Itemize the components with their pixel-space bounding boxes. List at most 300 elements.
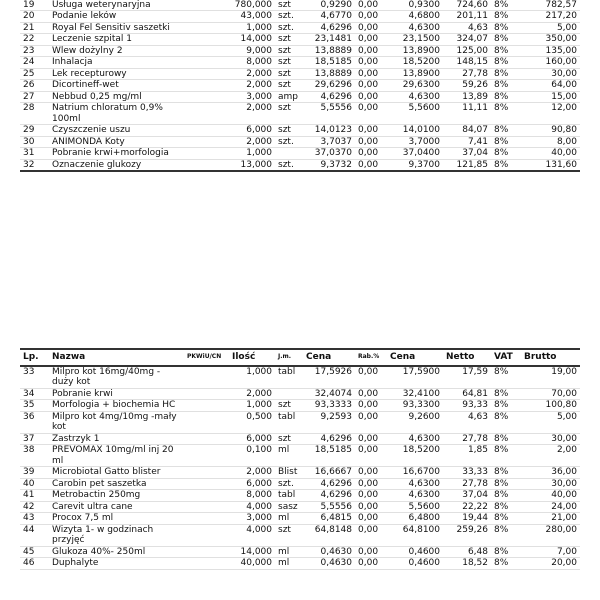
table-row (20, 411, 580, 433)
cell-cena2: 17,5900 (402, 366, 440, 377)
cell-lp: 32 (23, 159, 35, 170)
cell-ilosc: 40,000 (240, 558, 272, 568)
cell-netto: 59,26 (462, 80, 488, 90)
cell-lp: 35 (23, 400, 35, 410)
cell-brutto: 40,00 (551, 148, 577, 158)
cell-pkwiu (184, 136, 229, 148)
cell-jm: amp (278, 91, 298, 102)
cell-netto: 4,63 (467, 411, 488, 422)
table-row (20, 159, 580, 171)
cell-rab: 0,00 (358, 366, 379, 377)
cell-jm: ml (278, 546, 290, 557)
cell-cena: 0,4630 (320, 546, 352, 557)
cell-netto: 121,85 (456, 159, 488, 170)
cell-pkwiu (184, 490, 229, 502)
cell-jm: szt (278, 125, 291, 135)
cell-nazwa: Morfologia + biochemia HC (52, 400, 176, 410)
cell-netto: 18,52 (462, 558, 488, 568)
cell-lp: 43 (23, 513, 35, 523)
cell-cena: 93,3333 (314, 400, 352, 410)
cell-ilosc: 8,000 (246, 490, 272, 500)
table-row (20, 558, 580, 570)
table-row (20, 91, 580, 103)
cell-brutto: 350,00 (545, 34, 577, 44)
cell-nazwa: Wizyta 1- w godzinach przyjęć (52, 524, 154, 545)
cell-nazwa: Inhalacja (52, 57, 93, 67)
table-row (20, 524, 580, 546)
cell-cena2: 6,4800 (408, 513, 440, 523)
cell-cena: 16,6667 (314, 467, 352, 477)
cell-rab: 0,00 (358, 411, 379, 422)
cell-vat: 8% (494, 125, 509, 135)
cell-vat: 8% (494, 478, 509, 489)
cell-lp: 38 (23, 445, 35, 455)
cell-brutto: 782,57 (545, 0, 577, 10)
cell-lp: 29 (23, 125, 35, 135)
cell-cena2: 9,3700 (408, 159, 440, 170)
cell-jm: szt. (278, 22, 294, 33)
cell-brutto: 15,00 (551, 91, 577, 102)
cell-vat: 8% (494, 513, 509, 523)
cell-jm: ml (278, 558, 290, 568)
cell-nazwa: Pobranie krwi (52, 388, 113, 399)
cell-brutto: 30,00 (551, 433, 577, 444)
cell-ilosc: 2,000 (246, 467, 272, 477)
cell-ilosc: 2,000 (246, 80, 272, 90)
cell-vat: 8% (494, 501, 509, 512)
cell-vat: 8% (494, 11, 509, 21)
cell-vat: 8% (494, 366, 509, 377)
cell-ilosc: 43,000 (240, 11, 272, 21)
cell-ilosc: 14,000 (240, 546, 272, 557)
table-row (20, 22, 580, 34)
table-row (20, 513, 580, 525)
cell-pkwiu (184, 558, 229, 570)
cell-cena2: 5,5600 (408, 501, 440, 512)
cell-lp: 19 (23, 0, 35, 10)
header-nazwa: Nazwa (52, 352, 86, 362)
cell-vat: 8% (494, 490, 509, 500)
cell-nazwa: Natrium chloratum 0,9% 100ml (52, 103, 163, 124)
cell-cena: 9,2593 (320, 411, 352, 422)
cell-netto: 201,11 (456, 11, 488, 21)
cell-brutto: 64,00 (551, 80, 577, 90)
cell-rab: 0,00 (358, 80, 379, 90)
cell-cena: 0,9290 (320, 0, 352, 10)
cell-lp: 24 (23, 57, 35, 67)
cell-cena: 5,5556 (320, 501, 352, 512)
cell-lp: 46 (23, 558, 35, 568)
cell-brutto: 40,00 (551, 490, 577, 500)
cell-brutto: 36,00 (551, 467, 577, 477)
cell-pkwiu (184, 45, 229, 57)
cell-ilosc: 13,000 (240, 159, 272, 170)
cell-nazwa: Wlew dożylny 2 (52, 45, 123, 56)
table-row (20, 400, 580, 412)
cell-cena2: 4,6300 (408, 91, 440, 102)
cell-pkwiu (184, 433, 229, 445)
cell-rab: 0,00 (358, 558, 379, 568)
cell-jm: szt. (278, 11, 294, 21)
table-row (20, 366, 580, 389)
cell-jm: tabl (278, 490, 296, 500)
cell-brutto: 30,00 (551, 68, 577, 79)
cell-ilosc: 6,000 (246, 125, 272, 135)
cell-lp: 37 (23, 433, 35, 444)
table-row (20, 148, 580, 160)
cell-ilosc: 2,000 (246, 68, 272, 79)
table-row (20, 68, 580, 80)
invoice-table (20, 348, 580, 570)
cell-cena: 4,6296 (320, 490, 352, 500)
cell-pkwiu (184, 478, 229, 490)
cell-lp: 28 (23, 103, 35, 113)
cell-pkwiu (184, 22, 229, 34)
cell-cena2: 32,4100 (402, 388, 440, 399)
cell-cena2: 0,4600 (408, 546, 440, 557)
cell-cena2: 16,6700 (402, 467, 440, 477)
cell-cena: 14,0123 (314, 125, 352, 135)
table-row (20, 433, 580, 445)
cell-brutto: 135,00 (545, 45, 577, 56)
cell-pkwiu (184, 501, 229, 513)
cell-ilosc: 0,100 (246, 445, 272, 455)
cell-pkwiu (184, 546, 229, 558)
table-row (20, 546, 580, 558)
table-row (20, 467, 580, 479)
cell-pkwiu (184, 103, 229, 125)
cell-cena2: 64,8100 (402, 524, 440, 535)
cell-lp: 41 (23, 490, 35, 500)
cell-cena: 3,7037 (320, 136, 352, 147)
cell-cena2: 4,6800 (408, 11, 440, 21)
cell-vat: 8% (494, 411, 509, 422)
cell-vat: 8% (494, 159, 509, 170)
cell-brutto: 30,00 (551, 478, 577, 489)
cell-netto: 33,33 (462, 467, 488, 477)
cell-brutto: 8,00 (556, 136, 577, 147)
cell-ilosc: 4,000 (246, 524, 272, 535)
cell-netto: 125,00 (456, 45, 488, 56)
cell-nazwa: Procox 7,5 ml (52, 513, 114, 523)
header-jm: J.m. (278, 353, 292, 360)
cell-pkwiu (184, 524, 229, 546)
cell-brutto: 160,00 (545, 57, 577, 67)
cell-rab: 0,00 (358, 22, 379, 33)
cell-netto: 27,78 (462, 68, 488, 79)
cell-pkwiu (184, 366, 229, 389)
cell-jm: sasz (278, 501, 298, 512)
cell-netto: 64,81 (462, 388, 488, 399)
header-ilosc: Ilość (232, 352, 256, 362)
cell-jm: szt (278, 524, 291, 535)
cell-nazwa: Oznaczenie glukozy (52, 159, 142, 170)
cell-rab: 0,00 (358, 148, 379, 158)
cell-cena2: 4,6300 (408, 22, 440, 33)
cell-cena: 4,6296 (320, 478, 352, 489)
cell-pkwiu (184, 159, 229, 171)
cell-nazwa: Lek recepturowy (52, 68, 127, 79)
cell-lp: 23 (23, 45, 35, 56)
cell-cena: 5,5556 (320, 103, 352, 113)
cell-vat: 8% (494, 546, 509, 557)
cell-ilosc: 1,000 (246, 22, 272, 33)
cell-nazwa: Microbiotal Gatto blister (52, 467, 161, 477)
header-pkwiu: PKWiU/CN (187, 353, 222, 360)
cell-vat: 8% (494, 68, 509, 79)
cell-lp: 39 (23, 467, 35, 477)
cell-rab: 0,00 (358, 490, 379, 500)
cell-netto: 6,48 (467, 546, 488, 557)
cell-pkwiu (184, 11, 229, 23)
cell-ilosc: 4,000 (246, 501, 272, 512)
cell-pkwiu (184, 411, 229, 433)
cell-ilosc: 8,000 (246, 57, 272, 67)
cell-brutto: 280,00 (545, 524, 577, 535)
cell-cena2: 5,5600 (408, 103, 440, 113)
cell-pkwiu (184, 57, 229, 69)
cell-lp: 21 (23, 22, 35, 33)
cell-brutto: 7,00 (556, 546, 577, 557)
cell-netto: 27,78 (462, 433, 488, 444)
cell-ilosc: 9,000 (246, 45, 272, 56)
cell-cena2: 4,6300 (408, 490, 440, 500)
cell-jm: ml (278, 513, 290, 523)
cell-lp: 45 (23, 546, 35, 557)
cell-jm: Blist (278, 467, 298, 477)
cell-ilosc: 3,000 (246, 91, 272, 102)
cell-cena: 29,6296 (314, 80, 352, 90)
cell-netto: 11,11 (462, 103, 488, 113)
header-cena: Cena (306, 352, 332, 362)
cell-cena: 32,4074 (314, 388, 352, 399)
cell-pkwiu (184, 388, 229, 400)
cell-cena2: 37,0400 (402, 148, 440, 158)
cell-nazwa: Nebbud 0,25 mg/ml (52, 91, 142, 102)
cell-lp: 44 (23, 524, 35, 535)
cell-lp: 30 (23, 136, 35, 147)
cell-lp: 20 (23, 11, 35, 21)
cell-pkwiu (184, 125, 229, 137)
table-row (20, 103, 580, 125)
table-header-row (20, 349, 580, 366)
cell-ilosc: 1,000 (246, 400, 272, 410)
cell-vat: 8% (494, 91, 509, 102)
cell-vat: 8% (494, 388, 509, 399)
cell-cena: 13,8889 (314, 45, 352, 56)
cell-cena2: 4,6300 (408, 478, 440, 489)
cell-jm: szt. (278, 136, 294, 147)
cell-nazwa: Carobin pet saszetka (52, 478, 147, 489)
cell-netto: 324,07 (456, 34, 488, 44)
cell-cena2: 9,2600 (408, 411, 440, 422)
cell-netto: 259,26 (456, 524, 488, 535)
cell-jm: szt (278, 103, 291, 113)
cell-jm: szt (278, 57, 291, 67)
table-row (20, 136, 580, 148)
cell-cena: 37,0370 (314, 148, 352, 158)
cell-rab: 0,00 (358, 34, 379, 44)
cell-ilosc: 2,000 (246, 388, 272, 399)
cell-netto: 22,22 (462, 501, 488, 512)
cell-jm: szt (278, 400, 291, 410)
cell-nazwa: Carevit ultra cane (52, 501, 133, 512)
cell-jm: tabl (278, 411, 296, 422)
cell-jm: szt (278, 68, 291, 79)
cell-vat: 8% (494, 80, 509, 90)
cell-rab: 0,00 (358, 513, 379, 523)
cell-nazwa: Czyszczenie uszu (52, 125, 131, 135)
cell-vat: 8% (494, 45, 509, 56)
cell-jm: szt. (278, 478, 294, 489)
cell-lp: 31 (23, 148, 35, 158)
cell-netto: 7,41 (467, 136, 488, 147)
cell-jm: szt (278, 433, 291, 444)
cell-vat: 8% (494, 558, 509, 568)
cell-lp: 22 (23, 34, 35, 44)
cell-lp: 26 (23, 80, 35, 90)
cell-rab: 0,00 (358, 501, 379, 512)
cell-cena: 4,6296 (320, 22, 352, 33)
cell-cena: 64,8148 (314, 524, 352, 535)
cell-nazwa: Dicortineff-wet (52, 80, 119, 90)
cell-ilosc: 1,000 (246, 366, 272, 377)
cell-nazwa: Leczenie szpital 1 (52, 34, 132, 44)
cell-vat: 8% (494, 445, 509, 455)
cell-rab: 0,00 (358, 103, 379, 113)
cell-nazwa: Podanie leków (52, 11, 117, 21)
cell-netto: 19,44 (462, 513, 488, 523)
cell-netto: 93,33 (462, 400, 488, 410)
cell-ilosc: 2,000 (246, 136, 272, 147)
cell-ilosc: 6,000 (246, 433, 272, 444)
cell-cena: 9,3732 (320, 159, 352, 170)
table-row (20, 57, 580, 69)
cell-pkwiu (184, 91, 229, 103)
cell-cena: 13,8889 (314, 68, 352, 79)
cell-brutto: 5,00 (556, 411, 577, 422)
cell-lp: 27 (23, 91, 35, 102)
cell-rab: 0,00 (358, 524, 379, 535)
cell-cena2: 4,6300 (408, 433, 440, 444)
cell-ilosc: 780,000 (234, 0, 272, 10)
cell-cena: 0,4630 (320, 558, 352, 568)
table-row (20, 388, 580, 400)
cell-nazwa: Glukoza 40%- 250ml (52, 546, 146, 557)
cell-pkwiu (184, 467, 229, 479)
cell-cena: 17,5926 (314, 366, 352, 377)
cell-jm: tabl (278, 366, 296, 377)
cell-pkwiu (184, 68, 229, 80)
header-netto: Netto (446, 352, 475, 362)
cell-nazwa: Royal Fel Sensitiv saszetki (52, 22, 170, 33)
header-lp: Lp. (23, 352, 39, 362)
cell-lp: 42 (23, 501, 35, 512)
table-row (20, 445, 580, 467)
table-row (20, 11, 580, 23)
cell-netto: 4,63 (467, 22, 488, 33)
cell-brutto: 20,00 (551, 558, 577, 568)
cell-nazwa: Metrobactin 250mg (52, 490, 141, 500)
cell-brutto: 21,00 (551, 513, 577, 523)
cell-jm: szt (278, 80, 291, 90)
table-row (20, 0, 580, 11)
table-row (20, 478, 580, 490)
cell-cena2: 18,5200 (402, 57, 440, 67)
cell-nazwa: Milpro kot 16mg/40mg -duży kot (52, 366, 161, 387)
cell-cena: 4,6296 (320, 433, 352, 444)
invoice-table-continued (20, 0, 580, 172)
cell-rab: 0,00 (358, 0, 379, 10)
cell-lp: 40 (23, 478, 35, 489)
cell-lp: 36 (23, 411, 35, 422)
cell-rab: 0,00 (358, 400, 379, 410)
cell-netto: 27,78 (462, 478, 488, 489)
cell-jm (275, 388, 303, 400)
cell-brutto: 70,00 (551, 388, 577, 399)
cell-vat: 8% (494, 467, 509, 477)
cell-nazwa: Pobranie krwi+morfologia (52, 148, 169, 158)
table-row (20, 34, 580, 46)
cell-cena: 6,4815 (320, 513, 352, 523)
table-row (20, 80, 580, 92)
cell-nazwa: Duphalyte (52, 558, 99, 568)
cell-cena2: 3,7000 (408, 136, 440, 147)
cell-jm: szt (278, 34, 291, 44)
cell-pkwiu (184, 445, 229, 467)
cell-ilosc: 1,000 (246, 148, 272, 158)
cell-rab: 0,00 (358, 478, 379, 489)
cell-pkwiu (184, 513, 229, 525)
cell-ilosc: 3,000 (246, 513, 272, 523)
cell-nazwa: ANIMONDA Koty (52, 136, 125, 147)
cell-lp: 25 (23, 68, 35, 79)
cell-rab: 0,00 (358, 11, 379, 21)
cell-cena2: 13,8900 (402, 45, 440, 56)
cell-cena: 4,6296 (320, 91, 352, 102)
cell-nazwa: Zastrzyk 1 (52, 433, 100, 444)
cell-vat: 8% (494, 433, 509, 444)
cell-rab: 0,00 (358, 68, 379, 79)
cell-cena2: 18,5200 (402, 445, 440, 455)
cell-vat: 8% (494, 22, 509, 33)
cell-cena2: 23,1500 (402, 34, 440, 44)
cell-nazwa: Milpro kot 4mg/10mg -mały kot (52, 411, 177, 432)
cell-lp: 34 (23, 388, 35, 399)
cell-ilosc: 14,000 (240, 34, 272, 44)
cell-brutto: 131,60 (545, 159, 577, 170)
cell-vat: 8% (494, 524, 509, 535)
cell-cena: 23,1481 (314, 34, 352, 44)
cell-brutto: 24,00 (551, 501, 577, 512)
cell-cena2: 14,0100 (402, 125, 440, 135)
cell-rab: 0,00 (358, 45, 379, 56)
cell-vat: 8% (494, 0, 509, 10)
cell-vat: 8% (494, 34, 509, 44)
cell-rab: 0,00 (358, 159, 379, 170)
cell-pkwiu (184, 34, 229, 46)
cell-netto: 1,85 (467, 445, 488, 455)
cell-rab: 0,00 (358, 125, 379, 135)
cell-cena: 4,6770 (320, 11, 352, 21)
cell-jm: szt. (278, 159, 294, 170)
cell-brutto: 2,00 (556, 445, 577, 455)
table-row (20, 501, 580, 513)
cell-vat: 8% (494, 103, 509, 113)
cell-ilosc: 0,500 (246, 411, 272, 422)
cell-netto: 37,04 (462, 148, 488, 158)
cell-rab: 0,00 (358, 136, 379, 147)
